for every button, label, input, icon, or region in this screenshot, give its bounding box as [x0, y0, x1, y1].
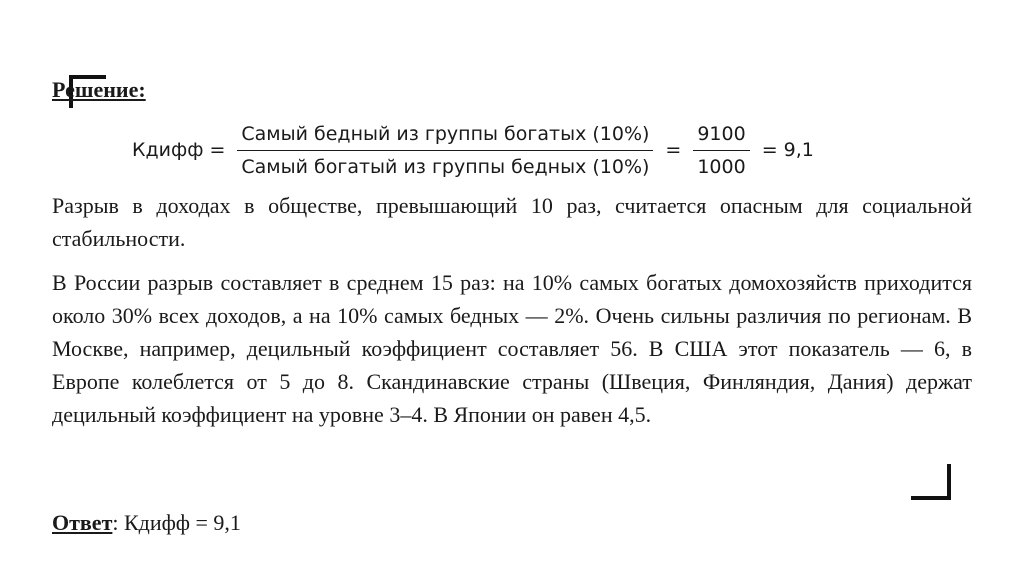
formula-denominator-value: 1000 — [693, 150, 749, 179]
decile-formula — [132, 110, 814, 190]
answer-line — [52, 508, 241, 538]
formula-result: 9,1 — [783, 139, 814, 161]
corner-bracket-bottom-right — [911, 464, 951, 500]
answer-colon: : — [112, 510, 119, 535]
formula-numerator: Самый бедный из группы богатых (10%) — [241, 122, 650, 145]
formula-fraction-text — [237, 122, 653, 179]
paragraph-threshold: Разрыв в доходах в обществе, превышающий 10 раз, считается опасным для социальной стабильности. — [52, 193, 972, 251]
solution-heading: Решение: — [52, 77, 146, 102]
formula-denominator: Самый богатый из группы бедных (10%) — [237, 150, 653, 179]
formula-lhs: Кдифф — [132, 139, 204, 161]
answer-label: Ответ — [52, 510, 113, 535]
paragraph-russia: В России разрыв составляет в среднем 15 раз: на 10% самых богатых домохозяйств приходится около 30% всех доходов, а на 10% самых бедных — 2%. Очень сильны различия по регионам. В Москве, например, децильный коэффициент составляет 56. В США этот показатель — 6, в Европе колеблется от 5 до 8. Скандинавские страны (Швеция, Финляндия, Дания) держат децильный коэффициент на уровне 3–4. В Японии он равен 4,5. — [52, 270, 972, 427]
formula-equals-1: = — [209, 139, 226, 161]
formula-equals-3: = — [761, 139, 778, 161]
formula-numerator-value: 9100 — [697, 122, 746, 145]
answer-value: Кдифф = 9,1 — [118, 510, 241, 535]
formula-fraction-numbers — [693, 122, 749, 179]
formula-equals-2: = — [665, 139, 682, 161]
